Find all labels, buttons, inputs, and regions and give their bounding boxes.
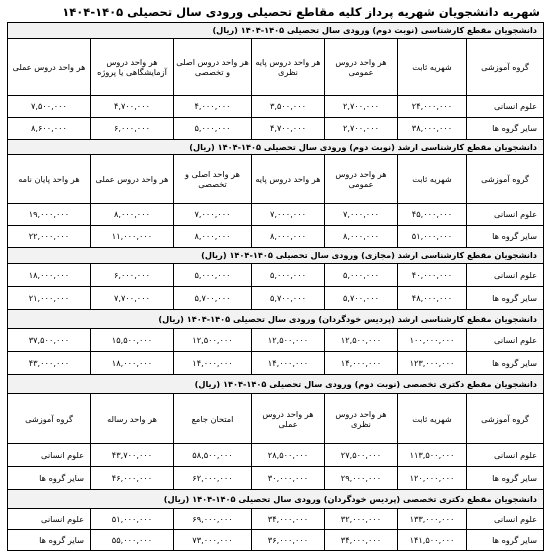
group-cell: سایر گروه ها bbox=[467, 287, 544, 310]
table-row bbox=[7, 444, 543, 467]
value-cell: ۶,۰۰۰,۰۰۰ bbox=[91, 264, 174, 287]
header-cell: هر واحد اصلی و تخصصی bbox=[174, 155, 252, 204]
table-row bbox=[7, 96, 543, 118]
value-cell: ۲۱,۰۰۰,۰۰۰ bbox=[7, 287, 90, 310]
value-cell: ۸,۰۰۰,۰۰۰ bbox=[174, 226, 252, 248]
value-cell: ۱۸,۰۰۰,۰۰۰ bbox=[7, 264, 90, 287]
value-cell: ۳۷,۵۰۰,۰۰۰ bbox=[7, 329, 90, 352]
header-cell: شهریه ثابت bbox=[398, 394, 467, 444]
header-cell: هر واحد دروس عملی bbox=[252, 394, 325, 444]
header-cell: هر واحد دروس عملی bbox=[7, 39, 90, 96]
value-cell: ۵۱,۰۰۰,۰۰۰ bbox=[398, 226, 467, 248]
value-cell: ۱۲,۵۰۰,۰۰۰ bbox=[174, 329, 252, 352]
section-heading: دانشجویان مقطع کارشناسی (نوبت دوم) ورودی سال تحصیلی ۱۴۰۵-۱۴۰۴ (ریال) bbox=[7, 23, 543, 39]
value-cell: ۲۹,۰۰۰,۰۰۰ bbox=[325, 467, 398, 490]
value-cell: ۳۲,۰۰۰,۰۰۰ bbox=[325, 509, 398, 530]
group-cell: علوم انسانی bbox=[467, 96, 544, 118]
value-cell: ۵۱,۰۰۰,۰۰۰ bbox=[91, 509, 174, 530]
header-cell: گروه آموزشی bbox=[467, 394, 544, 444]
header-cell: هر واحد دروس پایه bbox=[252, 155, 325, 204]
value-cell: ۵۵,۰۰۰,۰۰۰ bbox=[91, 530, 174, 551]
value-cell: ۱۳۳,۰۰۰,۰۰۰ bbox=[398, 509, 467, 530]
value-cell: ۲۲,۰۰۰,۰۰۰ bbox=[7, 226, 90, 248]
section-phd-campus bbox=[7, 490, 543, 551]
value-cell: ۳۸,۰۰۰,۰۰۰ bbox=[398, 118, 467, 140]
value-cell: ۷,۰۰۰,۰۰۰ bbox=[252, 204, 325, 226]
section-bachelor-evening bbox=[7, 23, 543, 140]
value-cell: ۲,۷۰۰,۰۰۰ bbox=[325, 118, 398, 140]
table-row bbox=[7, 467, 543, 490]
value-cell: ۱۴,۰۰۰,۰۰۰ bbox=[325, 352, 398, 375]
group-cell: سایر گروه ها bbox=[467, 226, 544, 248]
group-cell: سایر گروه ها bbox=[467, 352, 544, 375]
value-cell: ۱۲,۵۰۰,۰۰۰ bbox=[252, 329, 325, 352]
header-cell: هر واحد دروس عمومی bbox=[325, 39, 398, 96]
header-cell: هر واحد دروس پایه نظری bbox=[252, 39, 325, 96]
header-cell: هر واحد پایان نامه bbox=[7, 155, 90, 204]
group-cell: علوم انسانی bbox=[7, 509, 90, 530]
value-cell: ۲۷,۵۰۰,۰۰۰ bbox=[325, 444, 398, 467]
value-cell: ۵۸,۵۰۰,۰۰۰ bbox=[174, 444, 252, 467]
value-cell: ۱۸,۰۰۰,۰۰۰ bbox=[91, 352, 174, 375]
value-cell: ۱۴,۰۰۰,۰۰۰ bbox=[252, 352, 325, 375]
value-cell: ۷۳,۰۰۰,۰۰۰ bbox=[174, 530, 252, 551]
value-cell: ۵,۷۰۰,۰۰۰ bbox=[174, 287, 252, 310]
value-cell: ۱۱,۰۰۰,۰۰۰ bbox=[91, 226, 174, 248]
value-cell: ۸,۰۰۰,۰۰۰ bbox=[252, 226, 325, 248]
value-cell: ۷,۵۰۰,۰۰۰ bbox=[7, 96, 90, 118]
group-cell: علوم انسانی bbox=[467, 329, 544, 352]
value-cell: ۴۳,۷۰۰,۰۰۰ bbox=[91, 444, 174, 467]
group-cell: علوم انسانی bbox=[467, 204, 544, 226]
value-cell: ۶۲,۰۰۰,۰۰۰ bbox=[174, 467, 252, 490]
value-cell: ۲۴,۰۰۰,۰۰۰ bbox=[398, 96, 467, 118]
value-cell: ۱۴,۰۰۰,۰۰۰ bbox=[174, 352, 252, 375]
value-cell: ۵,۰۰۰,۰۰۰ bbox=[325, 264, 398, 287]
header-cell: گروه آموزشی bbox=[7, 394, 90, 444]
value-cell: ۵,۷۰۰,۰۰۰ bbox=[325, 287, 398, 310]
value-cell: ۱۲,۵۰۰,۰۰۰ bbox=[325, 329, 398, 352]
value-cell: ۱۰۰,۰۰۰,۰۰۰ bbox=[398, 329, 467, 352]
value-cell: ۳,۵۰۰,۰۰۰ bbox=[252, 96, 325, 118]
value-cell: ۲,۷۰۰,۰۰۰ bbox=[325, 96, 398, 118]
value-cell: ۳۴,۰۰۰,۰۰۰ bbox=[252, 509, 325, 530]
header-row bbox=[7, 155, 543, 204]
header-cell: گروه آموزشی bbox=[467, 39, 544, 96]
header-cell: امتحان جامع bbox=[174, 394, 252, 444]
page-title: شهریه دانشجویان شهریه پرداز کلیه مقاطع تحصیلی ورودی سال تحصیلی ۱۴۰۵-۱۴۰۴ bbox=[62, 5, 540, 19]
value-cell: ۱۴۱,۵۰۰,۰۰۰ bbox=[398, 530, 467, 551]
group-cell: علوم انسانی bbox=[467, 444, 544, 467]
group-cell: سایر گروه ها bbox=[467, 467, 544, 490]
value-cell: ۶,۰۰۰,۰۰۰ bbox=[91, 118, 174, 140]
header-cell: هر واحد دروس نظری bbox=[325, 394, 398, 444]
table-row bbox=[7, 329, 543, 352]
table-row bbox=[7, 509, 543, 530]
table-row bbox=[7, 118, 543, 140]
header-row bbox=[7, 39, 543, 96]
section-heading: دانشجویان مقطع دکتری تخصصی (پردیس خودگردان) ورودی سال تحصیلی ۱۴۰۵-۱۴۰۴ (ریال) bbox=[7, 490, 543, 509]
value-cell: ۴۵,۰۰۰,۰۰۰ bbox=[398, 204, 467, 226]
header-cell: گروه آموزشی bbox=[467, 155, 544, 204]
section-heading: دانشجویان مقطع کارشناسی ارشد (پردیس خودگردان) ورودی سال تحصیلی ۱۴۰۵-۱۴۰۴ (ریال) bbox=[7, 310, 543, 329]
value-cell: ۱۲۳,۰۰۰,۰۰۰ bbox=[398, 352, 467, 375]
value-cell: ۴۶,۰۰۰,۰۰۰ bbox=[91, 467, 174, 490]
section-phd-evening bbox=[7, 375, 543, 490]
value-cell: ۳۴,۰۰۰,۰۰۰ bbox=[325, 530, 398, 551]
header-cell: هر واحد دروس عملی bbox=[91, 155, 174, 204]
value-cell: ۵,۷۰۰,۰۰۰ bbox=[252, 287, 325, 310]
value-cell: ۴۸,۰۰۰,۰۰۰ bbox=[398, 287, 467, 310]
header-cell: هر واحد دروس عمومی bbox=[325, 155, 398, 204]
value-cell: ۷,۰۰۰,۰۰۰ bbox=[325, 204, 398, 226]
group-cell: علوم انسانی bbox=[7, 444, 90, 467]
value-cell: ۵,۰۰۰,۰۰۰ bbox=[252, 264, 325, 287]
header-cell: هر واحد رساله bbox=[91, 394, 174, 444]
header-cell: هر واحد دروس اصلی و تخصصی bbox=[174, 39, 252, 96]
header-cell: هر واحد دروس آزمایشگاهی یا پروژه bbox=[91, 39, 174, 96]
section-master-virtual bbox=[7, 248, 543, 310]
group-cell: سایر گروه ها bbox=[467, 118, 544, 140]
table-row bbox=[7, 530, 543, 551]
value-cell: ۱۱۳,۵۰۰,۰۰۰ bbox=[398, 444, 467, 467]
value-cell: ۲۸,۵۰۰,۰۰۰ bbox=[252, 444, 325, 467]
group-cell: علوم انسانی bbox=[467, 264, 544, 287]
table-row bbox=[7, 287, 543, 310]
table-row bbox=[7, 352, 543, 375]
value-cell: ۸,۰۰۰,۰۰۰ bbox=[325, 226, 398, 248]
value-cell: ۳۶,۰۰۰,۰۰۰ bbox=[252, 530, 325, 551]
value-cell: ۵,۰۰۰,۰۰۰ bbox=[174, 118, 252, 140]
value-cell: ۴۰,۰۰۰,۰۰۰ bbox=[398, 264, 467, 287]
value-cell: ۷,۷۰۰,۰۰۰ bbox=[91, 287, 174, 310]
section-heading: دانشجویان مقطع کارشناسی ارشد (مجازی) ورودی سال تحصیلی ۱۴۰۵-۱۴۰۴ (ریال) bbox=[7, 248, 543, 264]
group-cell: علوم انسانی bbox=[467, 509, 544, 530]
header-cell: شهریه ثابت bbox=[398, 155, 467, 204]
value-cell: ۸,۰۰۰,۰۰۰ bbox=[91, 204, 174, 226]
header-row bbox=[7, 394, 543, 444]
value-cell: ۷,۰۰۰,۰۰۰ bbox=[174, 204, 252, 226]
section-heading: دانشجویان مقطع کارشناسی ارشد (نوبت دوم) ورودی سال تحصیلی ۱۴۰۵-۱۴۰۴ (ریال) bbox=[7, 140, 543, 155]
value-cell: ۸,۶۰۰,۰۰۰ bbox=[7, 118, 90, 140]
section-master-evening bbox=[7, 140, 543, 248]
table-row bbox=[7, 204, 543, 226]
value-cell: ۱۲۰,۰۰۰,۰۰۰ bbox=[398, 467, 467, 490]
section-master-campus bbox=[7, 310, 543, 375]
group-cell: سایر گروه ها bbox=[7, 530, 90, 551]
value-cell: ۴,۰۰۰,۰۰۰ bbox=[174, 96, 252, 118]
value-cell: ۱۹,۰۰۰,۰۰۰ bbox=[7, 204, 90, 226]
group-cell: سایر گروه ها bbox=[7, 467, 90, 490]
section-heading: دانشجویان مقطع دکتری تخصصی (نوبت دوم) ورودی سال تحصیلی ۱۴۰۵-۱۴۰۴ (ریال) bbox=[7, 375, 543, 394]
header-cell: شهریه ثابت bbox=[398, 39, 467, 96]
group-cell: سایر گروه ها bbox=[467, 530, 544, 551]
value-cell: ۴,۷۰۰,۰۰۰ bbox=[91, 96, 174, 118]
value-cell: ۳۰,۰۰۰,۰۰۰ bbox=[252, 467, 325, 490]
value-cell: ۵,۰۰۰,۰۰۰ bbox=[174, 264, 252, 287]
tuition-table bbox=[7, 22, 544, 551]
table-row bbox=[7, 226, 543, 248]
value-cell: ۴,۷۰۰,۰۰۰ bbox=[252, 118, 325, 140]
value-cell: ۱۵,۵۰۰,۰۰۰ bbox=[91, 329, 174, 352]
table-row bbox=[7, 264, 543, 287]
value-cell: ۶۹,۰۰۰,۰۰۰ bbox=[174, 509, 252, 530]
value-cell: ۴۳,۰۰۰,۰۰۰ bbox=[7, 352, 90, 375]
